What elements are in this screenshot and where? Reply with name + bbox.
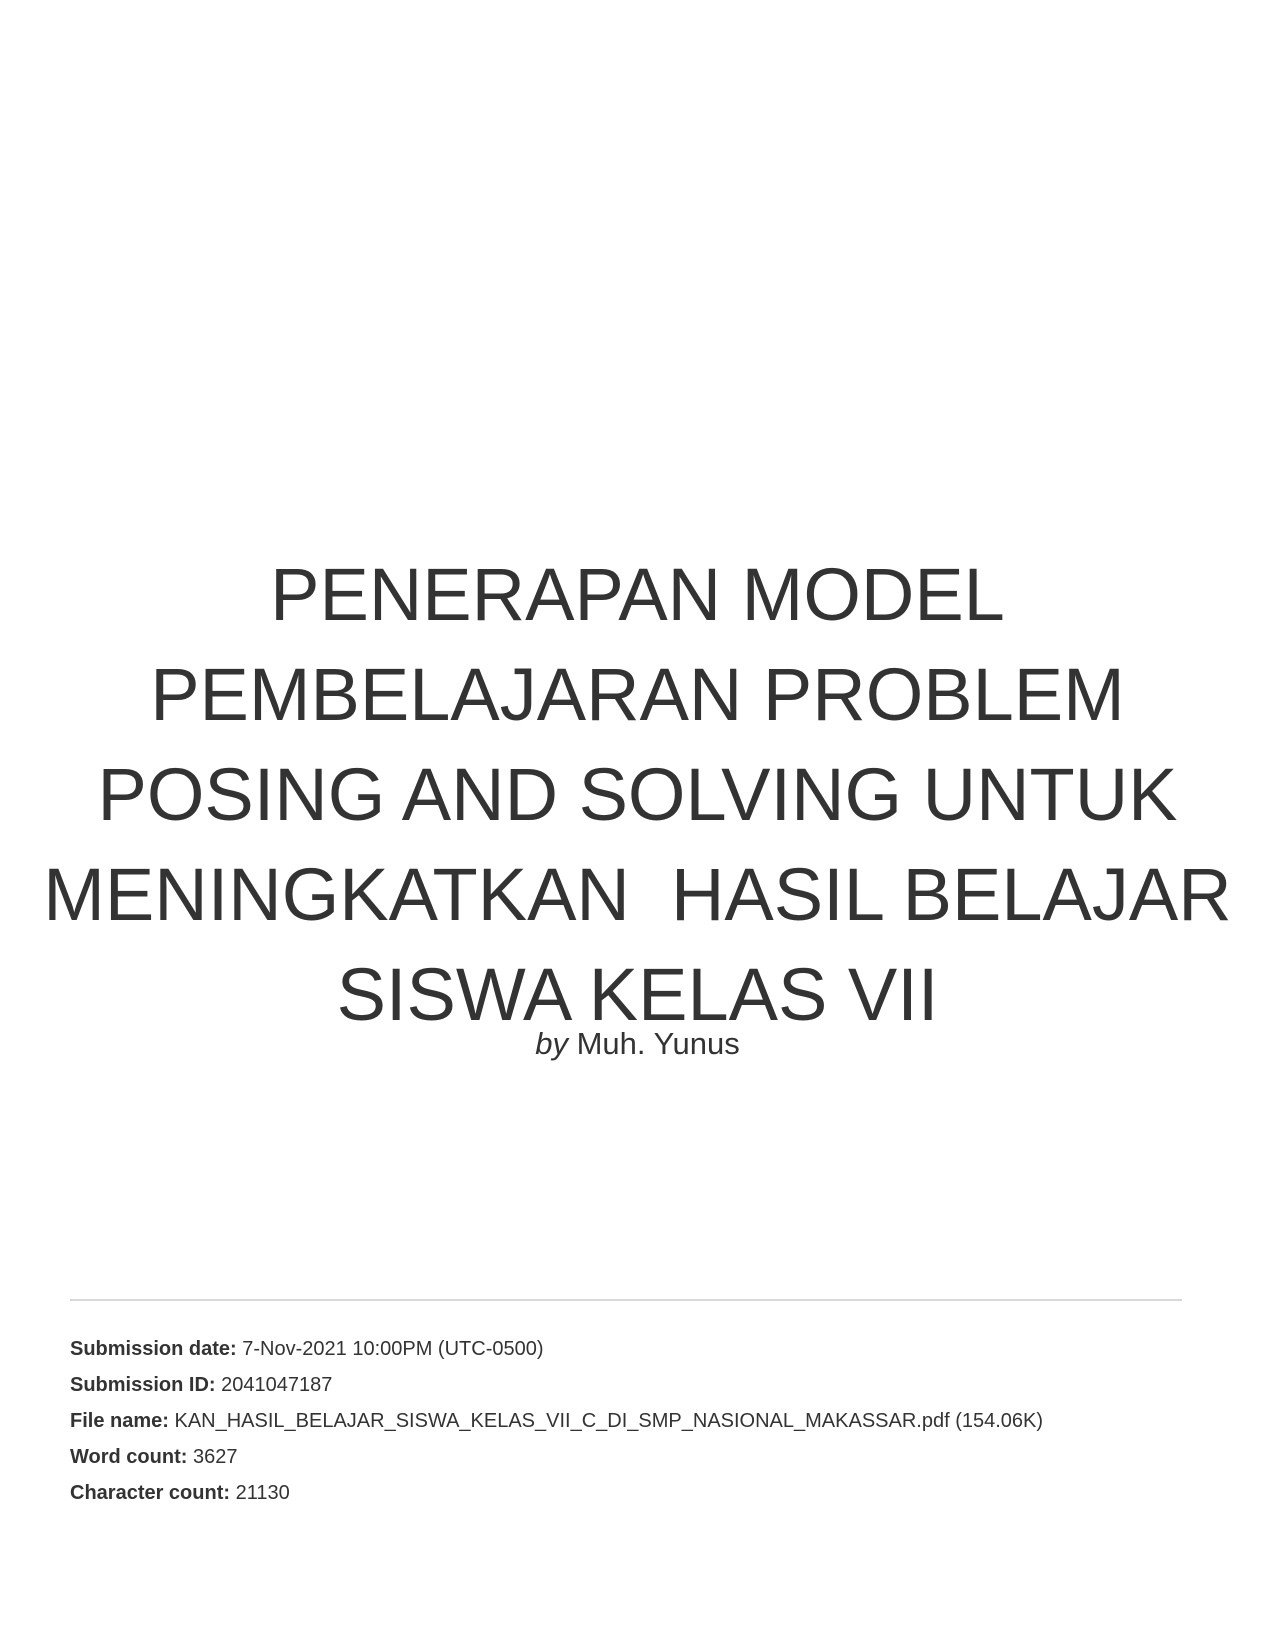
submission-date-row [70,1331,1210,1367]
submission-id-label: Submission ID: [70,1374,216,1396]
word-count-label: Word count: [70,1446,188,1468]
title-line-4: MENINGKATKAN HASIL BELAJAR [43,853,1232,936]
author-name: Muh. Yunus [576,1026,740,1061]
file-name-row [70,1403,1210,1439]
title-line-1: PENERAPAN MODEL [270,553,1005,636]
character-count-row [70,1475,1210,1511]
title-line-5: SISWA KELAS VII [336,953,939,1036]
file-name-label: File name: [70,1410,169,1432]
submission-id-row [70,1367,1210,1403]
divider [70,1299,1182,1301]
title-line-2: PEMBELAJARAN PROBLEM [150,653,1125,736]
character-count-label: Character count: [70,1482,231,1504]
file-name-value: KAN_HASIL_BELAJAR_SISWA_KELAS_VII_C_DI_SMP_NASIONAL_MAKASSAR.pdf (154.06K) [174,1410,1044,1432]
title-line-3: POSING AND SOLVING UNTUK [97,753,1178,836]
by-label: by [535,1026,568,1061]
word-count-value: 3627 [192,1446,238,1468]
character-count-value: 21130 [235,1482,290,1504]
word-count-row [70,1439,1210,1475]
submission-date-value: 7-Nov-2021 10:00PM (UTC-0500) [242,1338,544,1360]
submission-id-value: 2041047187 [221,1374,333,1396]
submission-date-label: Submission date: [70,1338,237,1360]
byline [0,1024,1275,1064]
submission-details [70,1331,1210,1511]
document-title [0,545,1275,1045]
